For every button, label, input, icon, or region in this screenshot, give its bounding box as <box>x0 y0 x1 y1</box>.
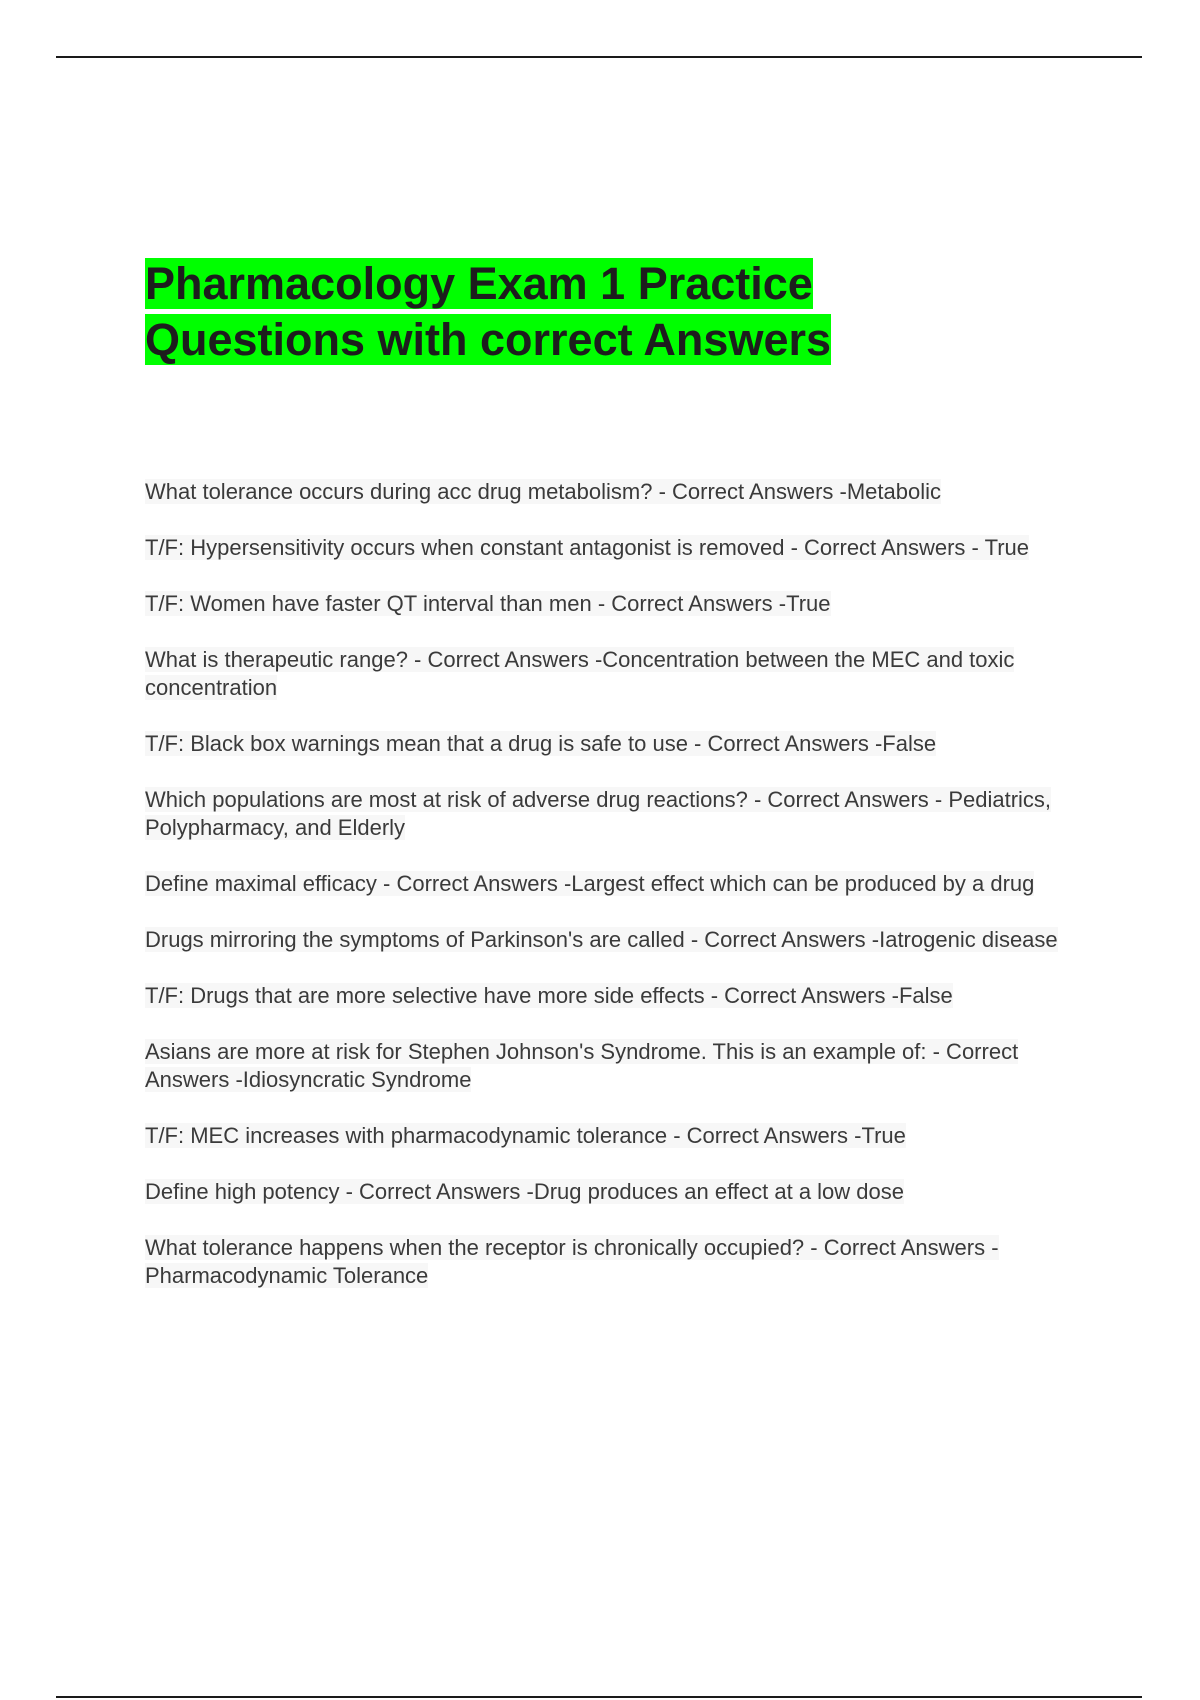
top-rule <box>56 56 1142 58</box>
list-item <box>145 1122 1095 1150</box>
question-answer-list <box>145 478 1095 1318</box>
page-title <box>145 256 1045 368</box>
qa-text: What tolerance occurs during acc drug metabolism? - Correct Answers -Metabolic <box>145 479 941 504</box>
list-item <box>145 646 1095 702</box>
list-item <box>145 590 1095 618</box>
qa-text: What is therapeutic range? - Correct Answers -Concentration between the MEC and toxic concentration <box>145 647 1015 700</box>
qa-text: Define high potency - Correct Answers -Drug produces an effect at a low dose <box>145 1179 904 1204</box>
qa-text: Which populations are most at risk of adverse drug reactions? - Correct Answers - Pediatrics, Polypharmacy, and Elderly <box>145 787 1052 840</box>
title-line-2: Questions with correct Answers <box>145 314 832 365</box>
bottom-rule <box>56 1696 1142 1698</box>
list-item <box>145 1234 1095 1290</box>
qa-text: T/F: Women have faster QT interval than men - Correct Answers -True <box>145 591 831 616</box>
qa-text: T/F: Drugs that are more selective have more side effects - Correct Answers -False <box>145 983 953 1008</box>
qa-text: T/F: MEC increases with pharmacodynamic tolerance - Correct Answers -True <box>145 1123 906 1148</box>
title-line-1: Pharmacology Exam 1 Practice <box>145 258 813 309</box>
list-item <box>145 1178 1095 1206</box>
list-item <box>145 478 1095 506</box>
list-item <box>145 926 1095 954</box>
qa-text: T/F: Hypersensitivity occurs when constant antagonist is removed - Correct Answers - True <box>145 535 1029 560</box>
qa-text: Drugs mirroring the symptoms of Parkinson's are called - Correct Answers -Iatrogenic disease <box>145 927 1058 952</box>
list-item <box>145 982 1095 1010</box>
list-item <box>145 870 1095 898</box>
qa-text: Asians are more at risk for Stephen Johnson's Syndrome. This is an example of: - Correct Answers -Idiosyncratic Syndrome <box>145 1039 1019 1092</box>
list-item <box>145 786 1095 842</box>
qa-text: Define maximal efficacy - Correct Answers -Largest effect which can be produced by a drug <box>145 871 1035 896</box>
list-item <box>145 534 1095 562</box>
list-item <box>145 730 1095 758</box>
list-item <box>145 1038 1095 1094</box>
qa-text: What tolerance happens when the receptor is chronically occupied? - Correct Answers - Pharmacodynamic Tolerance <box>145 1235 999 1288</box>
qa-text: T/F: Black box warnings mean that a drug is safe to use - Correct Answers -False <box>145 731 937 756</box>
